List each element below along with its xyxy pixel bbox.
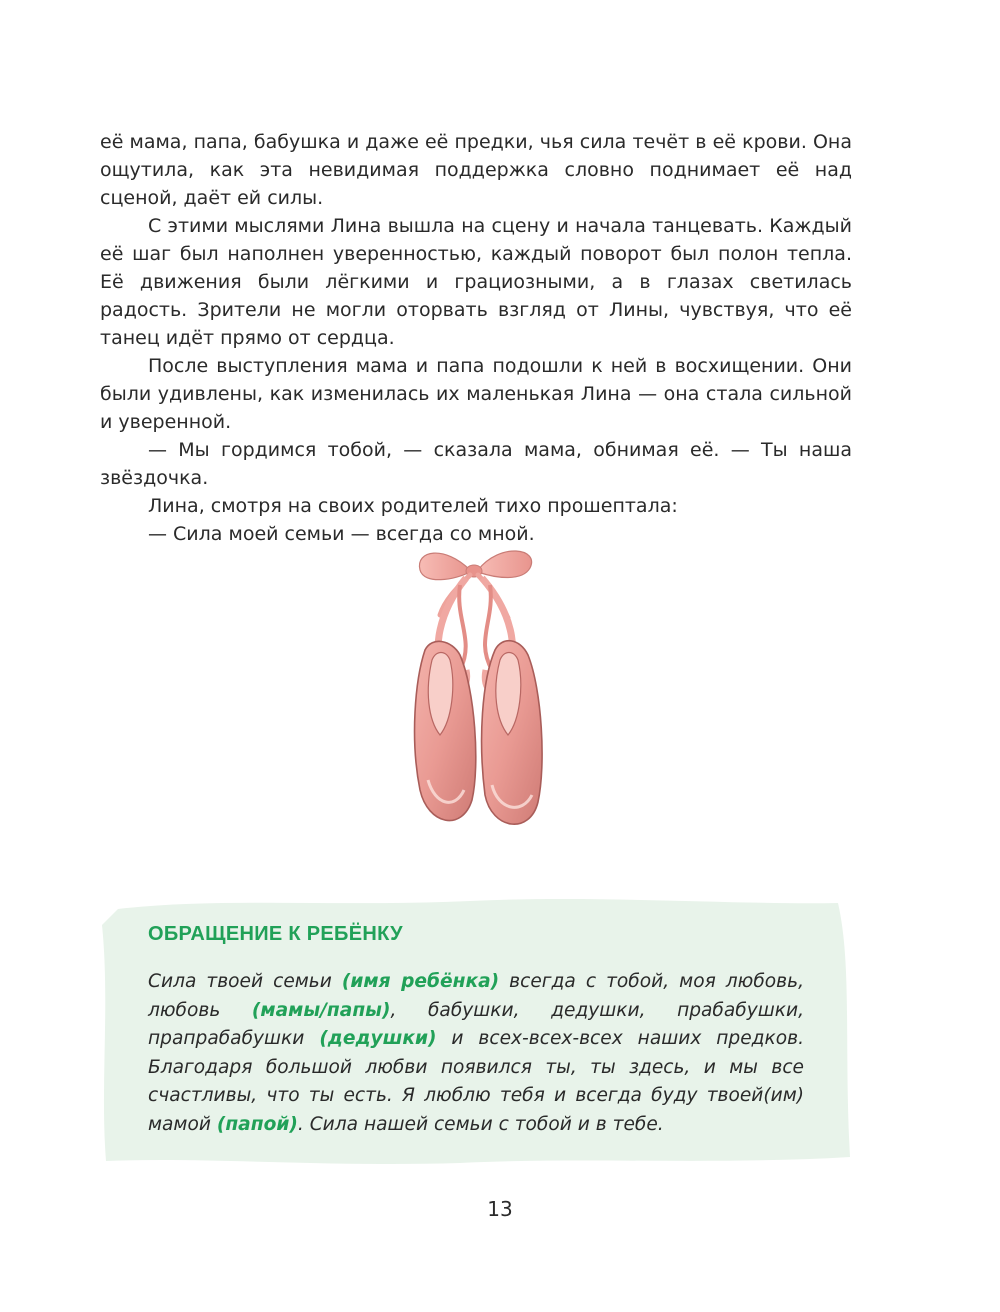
address-text-segment: Сила твоей семьи [148,971,342,992]
story-paragraph: её мама, папа, бабушка и даже её предки, чья сила течёт в её крови. Она ощутила, как эта невидимая поддержка словно поднимает её над сценой, даёт ей силы. [100,131,852,209]
story-paragraph: Лина, смотря на своих родителей тихо прошептала: [148,495,678,517]
address-heading: ОБРАЩЕНИЕ К РЕБЁНКУ [148,923,403,945]
story-paragraph: С этими мыслями Лина вышла на сцену и начала танцевать. Каждый её шаг был наполнен уверенностью, каждый поворот был полон тепла. Её движения были лёгкими и грациозными, а в глазах светилась радость. Зрители не могли оторвать взгляд от Лины, чувствуя, что её танец идёт прямо от сердца. [100,215,852,349]
page-number: 13 [487,1197,513,1221]
address-text-segment: и всех-всех-всех наших предков. Благодаря большой любви появился ты, ты здесь, и мы все счастливы, что ты есть. Я люблю тебя и всегда буду твоей(им) мамой [148,1028,804,1135]
address-to-child-box [100,895,852,1165]
ballet-shoes-illustration [400,540,560,840]
placeholder-dad: (папой) [216,1113,298,1135]
story-paragraph: После выступления мама и папа подошли к ней в восхищении. Они были удивлены, как изменилась их маленькая Лина — она стала сильной и уверенной. [100,355,852,433]
placeholder-mom-dad: (мамы/папы) [251,999,391,1021]
address-text-segment: всегда с тобой, моя любовь, любовь [148,971,804,1021]
placeholder-child-name: (имя ребёнка) [341,971,500,992]
story-text [100,128,852,548]
address-text-segment: . Сила нашей семьи с тобой и в тебе. [297,1113,664,1135]
story-dialogue-line: — Сила моей семьи — всегда со мной. [148,523,535,545]
address-text-segment: , бабушки, дедушки, прабабушки, прапрабабушки [148,999,804,1050]
address-body-text [148,968,804,1140]
story-dialogue-line: — Мы гордимся тобой, — сказала мама, обнимая её. — Ты наша звёздочка. [100,439,852,489]
pink-ballet-pointe-shoes-icon [400,540,560,840]
placeholder-grandfather: (дедушки) [319,1028,437,1050]
